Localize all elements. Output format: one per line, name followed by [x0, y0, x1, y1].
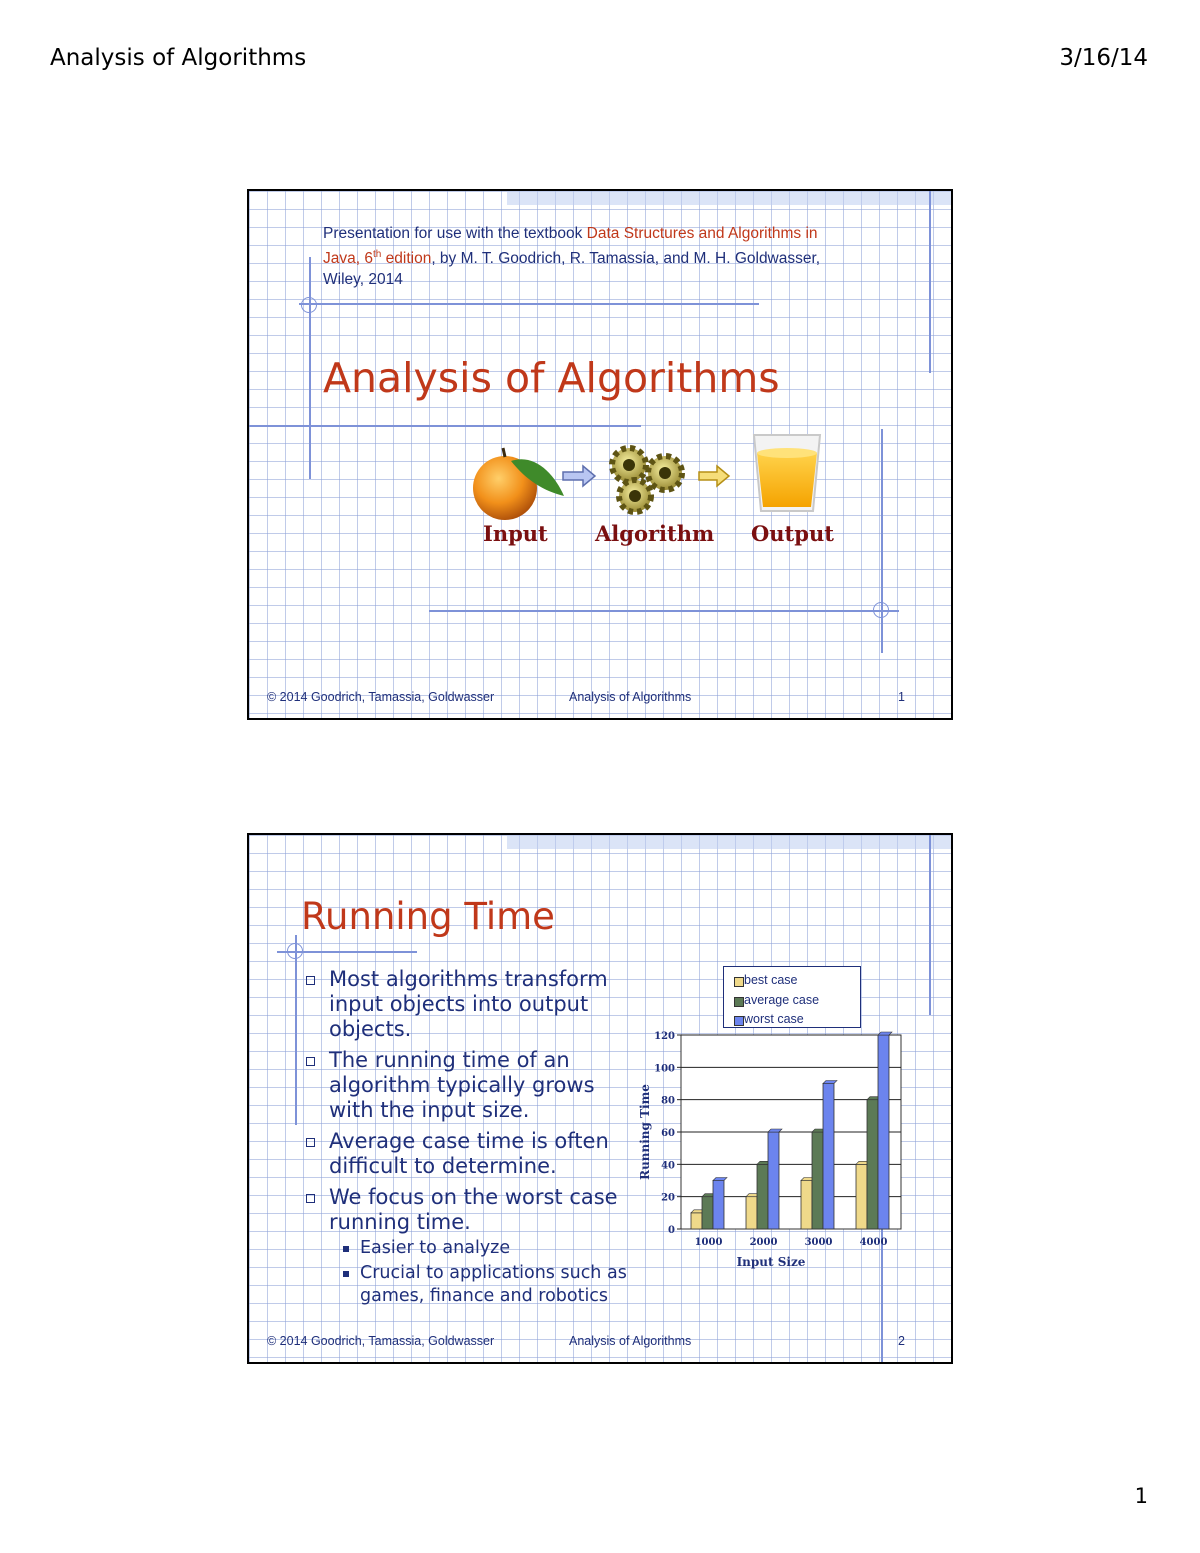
y-tick-label: 60: [661, 1128, 675, 1139]
input-output-illustration: [249, 191, 953, 720]
orange-icon: [473, 448, 564, 520]
legend-item: average case: [744, 991, 860, 1011]
bar-average-case: [757, 1164, 768, 1229]
presentation-note: Presentation for use with the textbook Data Structures and Algorithms in Java, 6th edition, by M. T. Goodrich, R. Tamassia, and M. H. Goldwasser, Wiley, 2014: [323, 225, 821, 289]
bullet-item: The running time of an algorithm typically grows with the input size.: [304, 1048, 634, 1123]
bullet-marker: [306, 1138, 315, 1147]
y-tick-label: 40: [661, 1160, 675, 1172]
y-tick-label: 0: [668, 1225, 675, 1236]
slide-number: 2: [898, 1334, 905, 1348]
slide-title: Analysis of Algorithms: [323, 354, 780, 402]
bullet-marker: [306, 1057, 315, 1066]
bullet-marker: [306, 976, 315, 985]
page-header-title: Analysis of Algorithms: [50, 45, 307, 71]
sub-bullet-item: Easier to analyze: [304, 1237, 634, 1260]
bullet-list: [304, 967, 634, 1308]
input-label: Input: [483, 521, 548, 546]
legend-item: best case: [744, 971, 860, 991]
chart-legend: [723, 966, 861, 1028]
decorative-line: [295, 935, 297, 1125]
y-tick-label: 100: [654, 1063, 675, 1075]
y-tick-label: 80: [661, 1095, 675, 1107]
sub-bullet-item: Crucial to applications such as games, finance and robotics: [304, 1262, 634, 1308]
running-time-chart: [629, 1025, 909, 1285]
gears-icon: [612, 448, 682, 512]
bar-best-case: [856, 1164, 867, 1229]
arrow-right-icon: [563, 466, 595, 486]
bullet-marker: [343, 1246, 349, 1252]
bar-worst-case: [878, 1035, 889, 1229]
x-tick-label: 2000: [749, 1237, 778, 1248]
bullet-item: Average case time is often difficult to determine.: [304, 1129, 634, 1179]
legend-item: worst case: [744, 1010, 860, 1030]
juice-glass-icon: [754, 435, 820, 511]
slide-2: [247, 833, 953, 1364]
slide-footer-title: Analysis of Algorithms: [569, 690, 692, 704]
y-axis-label: Running Time: [638, 1084, 652, 1180]
bullet-marker: [306, 1194, 315, 1203]
slide-top-band: [507, 835, 951, 849]
slide-1: [247, 189, 953, 720]
decorative-circle: [287, 943, 303, 959]
x-axis-label: Input Size: [736, 1255, 806, 1269]
bar-worst-case: [768, 1132, 779, 1229]
bullet-item: We focus on the worst case running time.: [304, 1185, 634, 1235]
decorative-line: [929, 835, 931, 1015]
legend-swatch: [734, 977, 744, 987]
bar-average-case: [812, 1132, 823, 1229]
bar-worst-case: [713, 1181, 724, 1230]
bar-best-case: [801, 1181, 812, 1230]
bar-average-case: [702, 1197, 713, 1229]
output-label: Output: [751, 521, 834, 546]
legend-swatch: [734, 997, 744, 1007]
bullet-marker: [343, 1271, 349, 1277]
x-tick-label: 4000: [859, 1237, 888, 1248]
bar-average-case: [867, 1100, 878, 1229]
page-number: 1: [1134, 1484, 1148, 1508]
slide-footer-copyright: © 2014 Goodrich, Tamassia, Goldwasser: [267, 1334, 495, 1348]
y-tick-label: 120: [654, 1031, 675, 1042]
bar-best-case: [691, 1213, 702, 1229]
bar-worst-case: [823, 1084, 834, 1230]
arrow-right-icon: [699, 466, 729, 486]
x-tick-label: 3000: [804, 1237, 833, 1248]
bullet-item: Most algorithms transform input objects into output objects.: [304, 967, 634, 1042]
slide-footer-copyright: © 2014 Goodrich, Tamassia, Goldwasser: [267, 690, 495, 704]
slide-number: 1: [898, 690, 905, 704]
slide-footer-title: Analysis of Algorithms: [569, 1334, 692, 1348]
x-tick-label: 1000: [694, 1237, 723, 1248]
algorithm-label: Algorithm: [595, 521, 715, 546]
bar-best-case: [746, 1197, 757, 1229]
y-tick-label: 20: [661, 1192, 675, 1204]
slide-title: Running Time: [301, 895, 555, 938]
page-header-date: 3/16/14: [1059, 45, 1148, 71]
